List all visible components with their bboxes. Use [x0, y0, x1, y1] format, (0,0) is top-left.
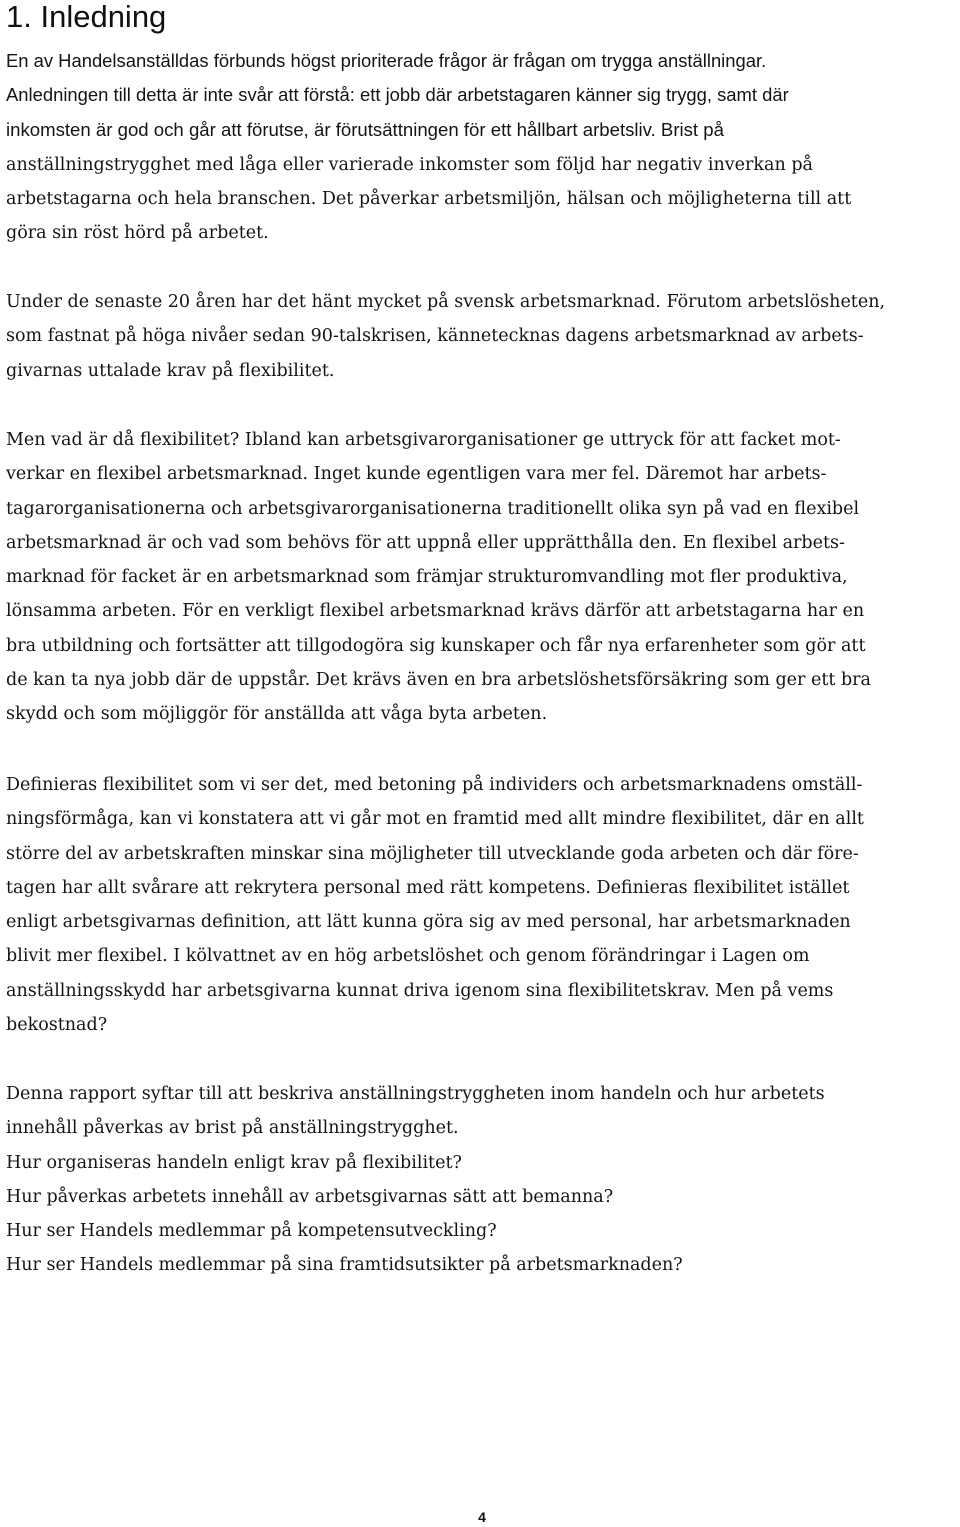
text-line: de kan ta nya jobb där de uppstår. Det krävs även en bra arbetslöshetsförsäkring som ger ett bra	[6, 670, 871, 691]
text-line: arbetsmarknad är och vad som behövs för att uppnå eller upprätthålla den. En flexibel arbets-	[6, 532, 845, 553]
text-line: bekostnad?	[6, 1015, 108, 1036]
text-line: arbetstagarna och hela branschen. Det påverkar arbetsmiljön, hälsan och möjligheterna till att	[6, 189, 852, 210]
text-line: innehåll påverkas av brist på anställningstrygghet.	[6, 1118, 459, 1139]
text-line: lönsamma arbeten. För en verkligt flexibel arbetsmarknad krävs därför att arbetstagarna har en	[6, 601, 865, 622]
page-number: 4	[478, 1509, 486, 1525]
text-line: bra utbildning och fortsätter att tillgodogöra sig kunskaper och får nya erfarenheter som gör att	[6, 635, 866, 656]
text-line	[6, 113, 956, 148]
text-line: Anledningen till detta är inte svår att förstå: ett jobb där arbetstagaren känner sig trygg, samt där	[6, 84, 789, 106]
text-line-segment: inkomsten är god och går att förutse, är förutsättningen för ett hållbart arbetsliv. Brist på	[6, 118, 724, 140]
text-line: marknad för facket är en arbetsmarknad som främjar strukturomvandling mot fler produktiva,	[6, 567, 848, 588]
text-line: ningsförmåga, kan vi konstatera att vi går mot en framtid med allt mindre flexibilitet, där en allt	[6, 809, 864, 830]
text-line: Denna rapport syftar till att beskriva anställningstryggheten inom handeln och hur arbetets	[6, 1084, 825, 1104]
text-line: som fastnat på höga nivåer sedan 90-talskrisen, kännetecknas dagens arbetsmarknad av arbets-	[6, 326, 864, 347]
text-line: Men vad är då flexibilitet? Ibland kan arbetsgivarorganisationer ge uttryck för att facket mot-	[6, 430, 841, 450]
question-line: Hur organiseras handeln enligt krav på flexibilitet?	[6, 1152, 462, 1173]
text-line: större del av arbetskraften minskar sina möjligheter till utvecklande goda arbeten och där före-	[6, 843, 859, 864]
text-line: Under de senaste 20 åren har det hänt mycket på svensk arbetsmarknad. Förutom arbetslösheten,	[6, 292, 886, 312]
text-line: tagen har allt svårare att rekrytera personal med rätt kompetens. Definieras flexibilitet istället	[6, 877, 850, 898]
text-line: anställningstrygghet med låga eller varierade inkomster som följd har negativ inverkan på	[6, 154, 813, 175]
question-line: Hur påverkas arbetets innehåll av arbetsgivarnas sätt att bemanna?	[6, 1186, 614, 1207]
question-line: Hur ser Handels medlemmar på kompetensutveckling?	[6, 1221, 497, 1242]
text-line: anställningsskydd har arbetsgivarna kunnat driva igenom sina flexibilitetskrav. Men på vems	[6, 980, 834, 1001]
text-line: givarnas uttalade krav på flexibilitet.	[6, 360, 335, 381]
text-line: verkar en flexibel arbetsmarknad. Inget kunde egentligen vara mer fel. Däremot har arbets-	[6, 464, 827, 485]
labor-market-paragraph	[6, 285, 956, 388]
text-line: Definieras flexibilitet som vi ser det, med betoning på individers och arbetsmarknadens omställ-	[6, 775, 863, 795]
text-line: enligt arbetsgivarnas definition, att lätt kunna göra sig av med personal, har arbetsmarknaden	[6, 912, 851, 933]
intro-paragraph	[6, 44, 956, 251]
definition-paragraph	[6, 768, 956, 1042]
section-heading: 1. Inledning	[6, 0, 167, 34]
text-line: skydd och som möjliggör för anställda att våga byta arbeten.	[6, 704, 548, 725]
text-line: En av Handelsanställdas förbunds högst prioriterade frågor är frågan om trygga anställningar.	[6, 50, 767, 71]
question-line: Hur ser Handels medlemmar på sina framtidsutsikter på arbetsmarknaden?	[6, 1255, 683, 1276]
flexibility-paragraph	[6, 423, 956, 732]
text-line: göra sin röst hörd på arbetet.	[6, 223, 269, 244]
text-line: blivit mer flexibel. I kölvattnet av en hög arbetslöshet och genom förändringar i Lagen om	[6, 946, 810, 967]
text-line: tagarorganisationerna och arbetsgivarorganisationerna traditionellt olika syn på vad en flexibel	[6, 498, 860, 519]
purpose-paragraph	[6, 1077, 956, 1283]
